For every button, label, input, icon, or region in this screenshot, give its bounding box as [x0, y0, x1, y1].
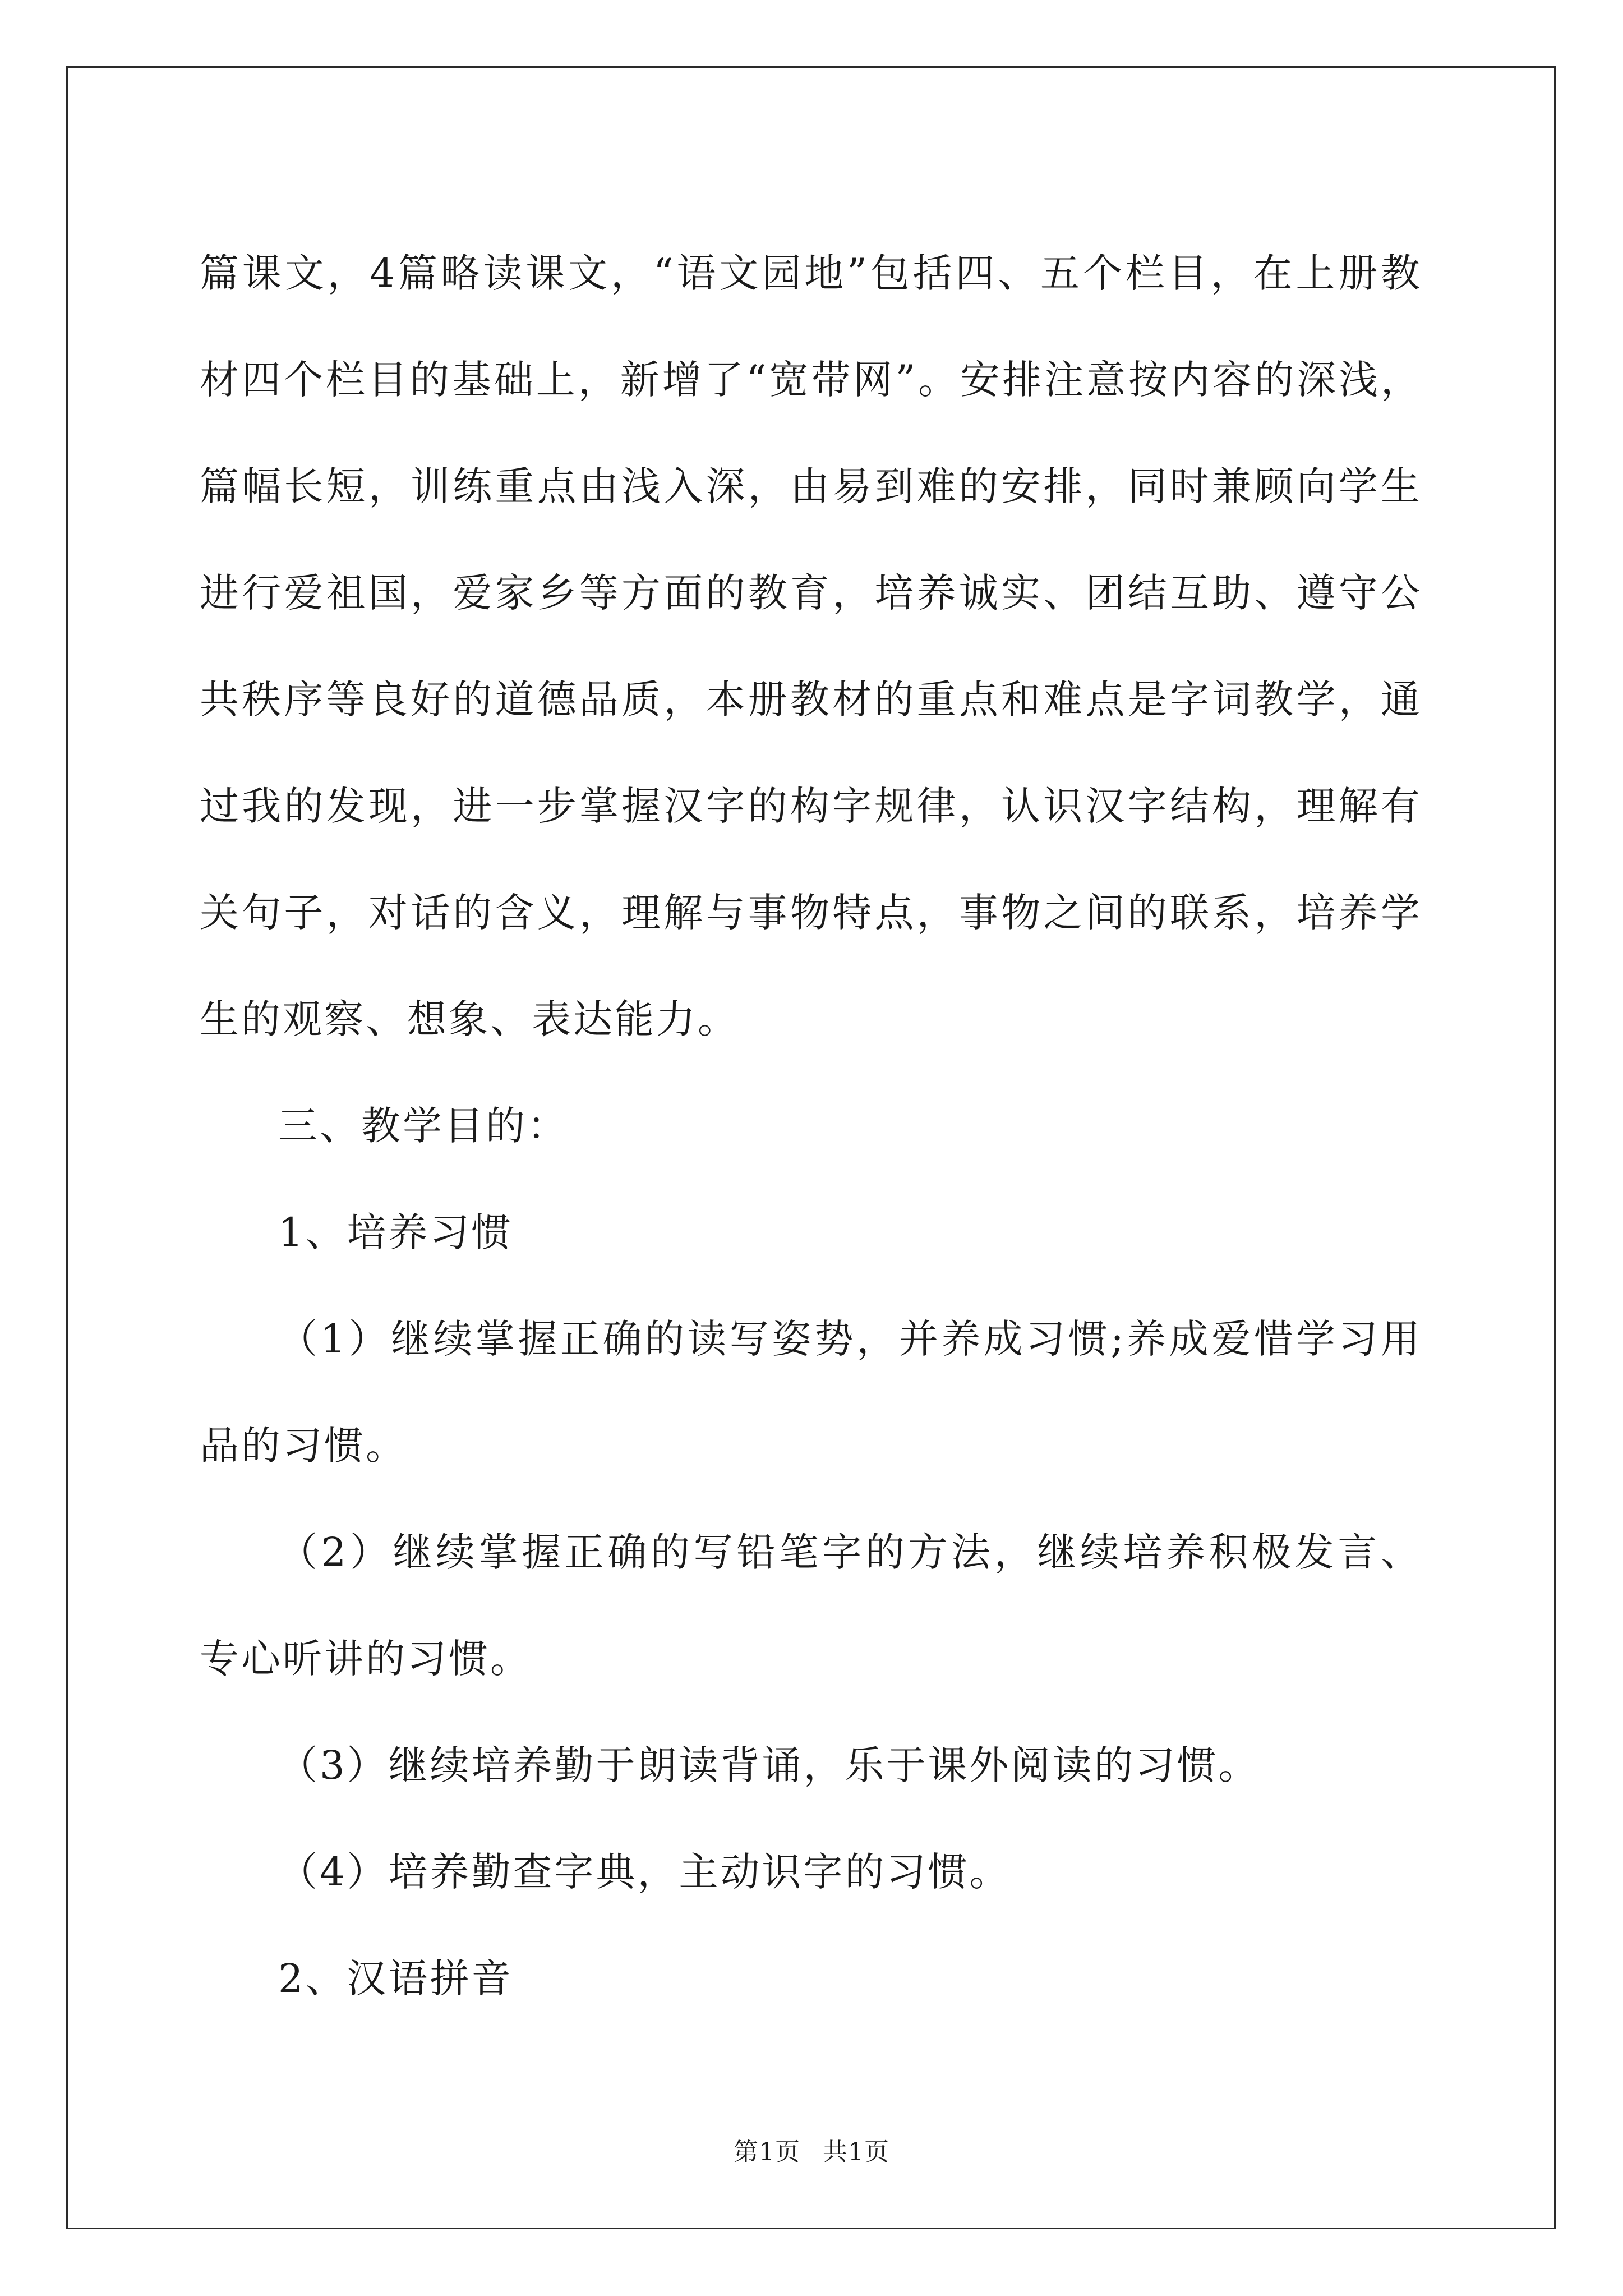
page-number: 第1页	[734, 2138, 800, 2166]
section-heading-teaching-goals: 三、教学目的：	[278, 1103, 569, 1149]
subheading-habits: 1、培养习惯	[278, 1209, 513, 1255]
list-item-3: （3）继续培养勤于朗读背诵，乐于课外阅读的习惯。	[278, 1742, 1260, 1788]
document-body	[200, 220, 1422, 2032]
list-item-1: （1）继续掌握正确的读写姿势，并养成习惯;养成爱惜学习用品的习惯。	[200, 1316, 1422, 1469]
paragraph-intro: 篇课文，4篇略读课文，“语文园地”包括四、五个栏目，在上册教材四个栏目的基础上，新增了“宽带网”。安排注意按内容的深浅，篇幅长短，训练重点由浅入深，由易到难的安排，同时兼顾向学生进行爱祖国，爱家乡等方面的教育，培养诚实、团结互助、遵守公共秩序等良好的道德品质，本册教材的重点和难点是字词教学，通过我的发现，进一步掌握汉字的构字规律，认识汉字结构，理解有关句子，对话的含义，理解与事物特点，事物之间的联系，培养学生的观察、想象、表达能力。	[200, 250, 1422, 1042]
page-total: 共1页	[823, 2138, 889, 2166]
list-item-2: （2）继续掌握正确的写铅笔字的方法，继续培养积极发言、专心听讲的习惯。	[200, 1529, 1422, 1682]
subheading-pinyin: 2、汉语拼音	[278, 1955, 513, 2001]
list-item-4: （4）培养勤查字典，主动识字的习惯。	[278, 1849, 1011, 1895]
page-footer	[0, 2132, 1623, 2168]
